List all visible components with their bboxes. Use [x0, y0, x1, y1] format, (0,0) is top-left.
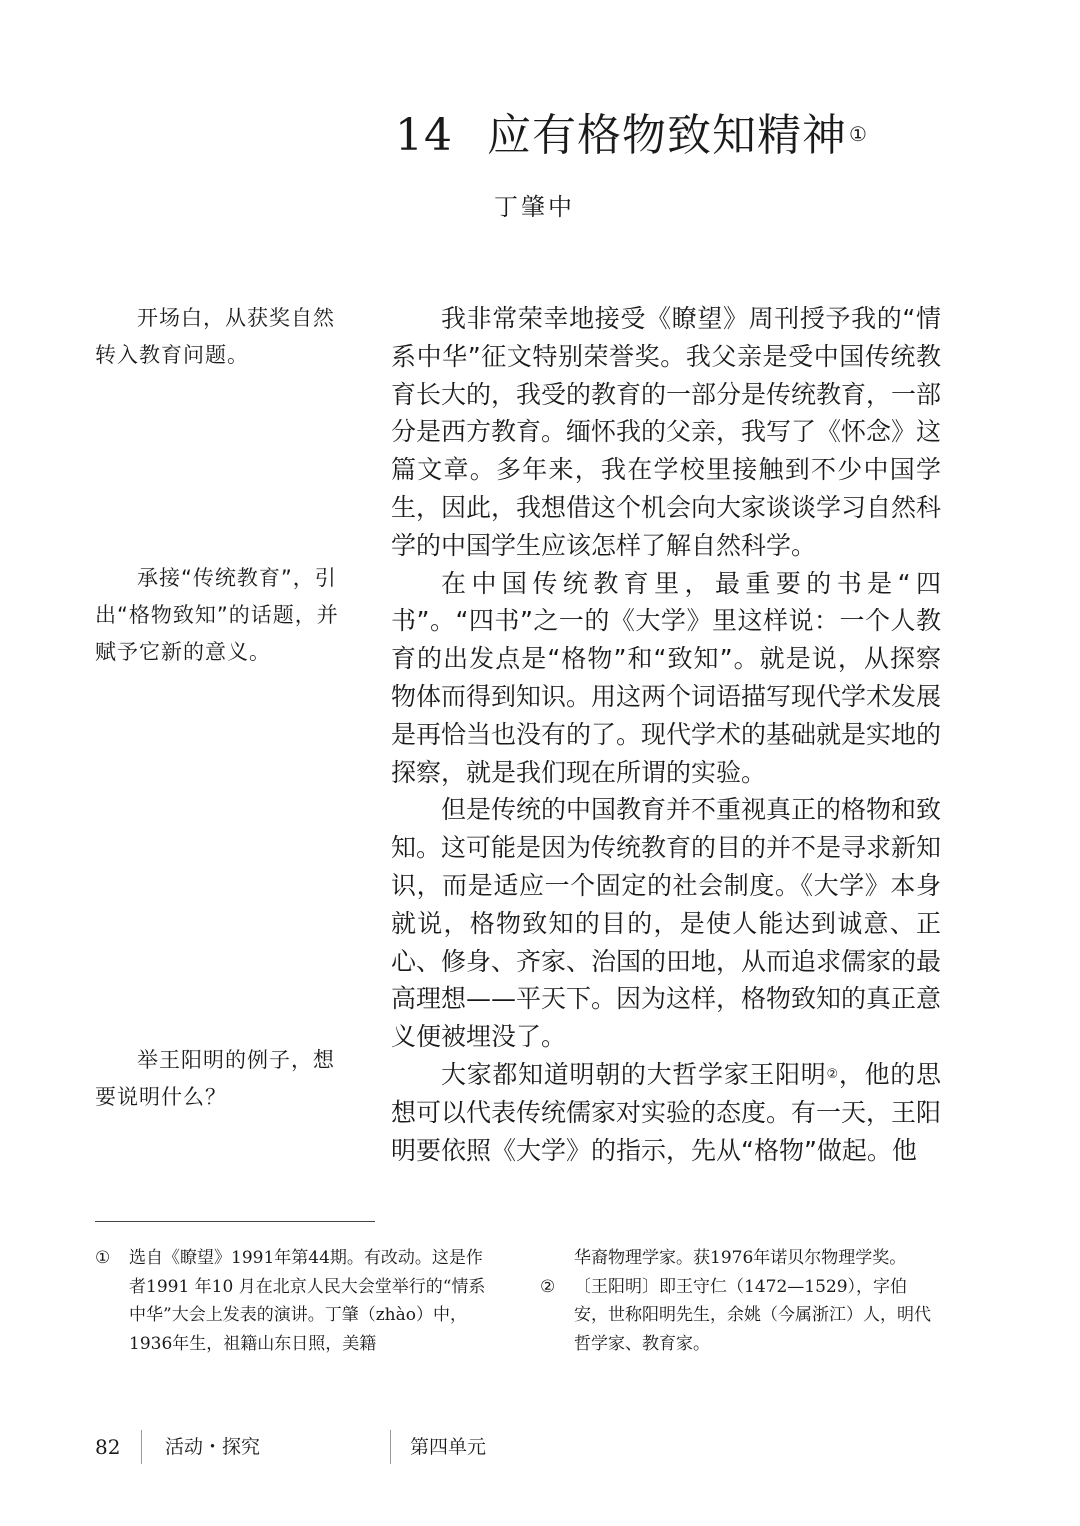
footer-divider [390, 1430, 391, 1464]
article-body [391, 300, 941, 1169]
footnote-1-text: 选自《瞭望》1991年第44期。有改动。这是作者1991 年10 月在北京人民大会堂举行的“情系中华”大会上发表的演讲。丁肇（zhào）中，1936年生，祖籍山东日照，美籍 [129, 1248, 486, 1354]
title-footnote-mark[interactable]: ① [849, 122, 868, 146]
footer-section: 活动・探究 [165, 1436, 261, 1458]
footnote-mark-2[interactable]: ② [826, 1066, 839, 1082]
footnote-divider [95, 1221, 375, 1222]
paragraph: 在中国传统教育里，最重要的书是“四书”。“四书”之一的《大学》里这样说：一个人教育的出发点是“格物”和“致知”。就是说，从探察物体而得到知识。用这两个词语描写现代学术发展是再恰当也没有的了。现代学术的基础就是实地的探察，就是我们现在所谓的实验。 [391, 568, 942, 787]
footer-unit: 第四单元 [410, 1436, 487, 1458]
footer-divider [141, 1430, 142, 1464]
lesson-number: 14 [395, 110, 453, 161]
side-note: 承接“传统教育”，引出“格物致知”的话题，并赋予它新的意义。 [95, 566, 339, 664]
footnote-1-continued: 华裔物理学家。获1976年诺贝尔物理学奖。 [574, 1248, 907, 1268]
side-note: 开场白，从获奖自然转入教育问题。 [95, 306, 335, 367]
footnote-1 [95, 1244, 495, 1358]
page-number: 82 [95, 1435, 121, 1459]
footnote-2 [540, 1273, 940, 1359]
footnote-2-mark: ② [540, 1276, 556, 1297]
lesson-title-text: 应有格物致知精神 [487, 110, 847, 161]
footnote-1-mark: ① [95, 1248, 111, 1268]
lesson-title [395, 108, 868, 164]
paragraph: 大家都知道明朝的大哲学家王阳明②，他的思想可以代表传统儒家对实验的态度。有一天，王阳明要依照《大学》的指示，先从“格物”做起。他 [391, 1059, 942, 1165]
footnotes-right-column [540, 1244, 940, 1358]
side-note: 举王阳明的例子，想要说明什么？ [95, 1048, 335, 1109]
author-name: 丁肇中 [494, 193, 575, 221]
paragraph: 但是传统的中国教育并不重视真正的格物和致知。这可能是因为传统教育的目的并不是寻求新知识，而是适应一个固定的社会制度。《大学》本身就说，格物致知的目的，是使人能达到诚意、正心、修身、齐家、治国的田地，从而追求儒家的最高理想——平天下。因为这样，格物致知的真正意义便被埋没了。 [391, 795, 942, 1052]
footnote-2-text: 〔王阳明〕即王守仁（1472—1529），字伯安，世称阳明先生，余姚（今属浙江）人，明代哲学家、教育家。 [574, 1276, 931, 1354]
paragraph: 我非常荣幸地接受《瞭望》周刊授予我的“情系中华”征文特别荣誉奖。我父亲是受中国传统教育长大的，我受的教育的一部分是传统教育，一部分是西方教育。缅怀我的父亲，我写了《怀念》这篇文章。多年来，我在学校里接触到不少中国学生，因此，我想借这个机会向大家谈谈学习自然科学的中国学生应该怎样了解自然科学。 [391, 304, 942, 560]
